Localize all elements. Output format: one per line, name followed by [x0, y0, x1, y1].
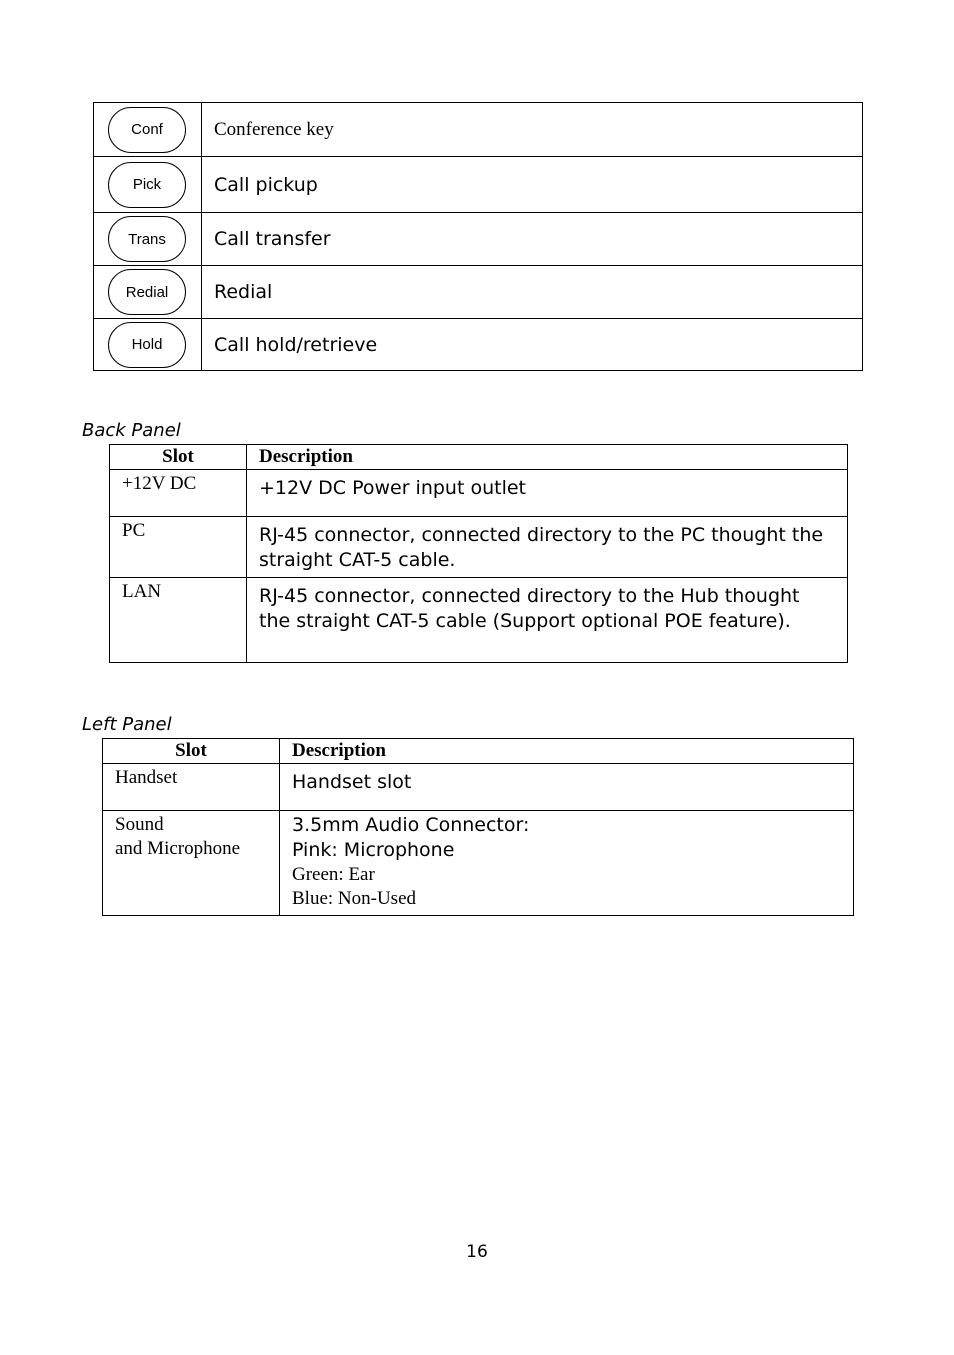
- table-row: [110, 578, 848, 663]
- table-header-row: [103, 739, 854, 764]
- slot-cell: +12V DC: [110, 470, 247, 517]
- back-panel-title: Back Panel: [82, 420, 181, 441]
- slot-cell: LAN: [110, 578, 247, 663]
- description-cell: RJ-45 connector, connected directory to the Hub thought the straight CAT-5 cable (Support optional POE feature).: [247, 578, 848, 663]
- slot-cell: [103, 811, 280, 916]
- trans-key-icon: Trans: [108, 216, 186, 262]
- key-row-pick: [94, 157, 863, 213]
- slot-line: and Microphone: [115, 838, 241, 859]
- table-row: [103, 811, 854, 916]
- key-row-hold: [94, 319, 863, 371]
- pick-key-icon: Pick: [108, 162, 186, 208]
- slot-cell: PC: [110, 517, 247, 578]
- desc-line: Green: Ear: [292, 864, 375, 885]
- description-cell: RJ-45 connector, connected directory to the PC thought the straight CAT-5 cable.: [247, 517, 848, 578]
- hold-key-icon: Hold: [108, 322, 186, 368]
- key-table: [93, 102, 863, 371]
- description-cell: Handset slot: [280, 764, 854, 811]
- table-row: [110, 517, 848, 578]
- description-cell: [280, 811, 854, 916]
- desc-line: Pink: Microphone: [292, 839, 455, 861]
- page-number: 16: [466, 1242, 488, 1262]
- desc-line: Blue: Non-Used: [292, 888, 417, 909]
- key-row-redial: [94, 266, 863, 319]
- conf-key-icon: Conf: [108, 107, 186, 153]
- key-description: Conference key: [202, 103, 863, 157]
- description-header: Description: [280, 739, 854, 764]
- table-header-row: [110, 445, 848, 470]
- left-panel-title: Left Panel: [82, 714, 172, 735]
- table-row: [110, 470, 848, 517]
- key-row-trans: [94, 213, 863, 266]
- desc-line: 3.5mm Audio Connector:: [292, 814, 530, 836]
- description-cell: +12V DC Power input outlet: [247, 470, 848, 517]
- key-row-conf: [94, 103, 863, 157]
- back-panel-table: [109, 444, 848, 663]
- left-panel-table: [102, 738, 854, 916]
- key-description: Redial: [202, 266, 863, 319]
- slot-header: Slot: [103, 739, 280, 764]
- slot-header: Slot: [110, 445, 247, 470]
- description-header: Description: [247, 445, 848, 470]
- key-description: Call transfer: [202, 213, 863, 266]
- table-row: [103, 764, 854, 811]
- redial-key-icon: Redial: [108, 269, 186, 315]
- slot-line: Sound: [115, 814, 164, 835]
- slot-cell: Handset: [103, 764, 280, 811]
- key-description: Call hold/retrieve: [202, 319, 863, 371]
- key-description: Call pickup: [202, 157, 863, 213]
